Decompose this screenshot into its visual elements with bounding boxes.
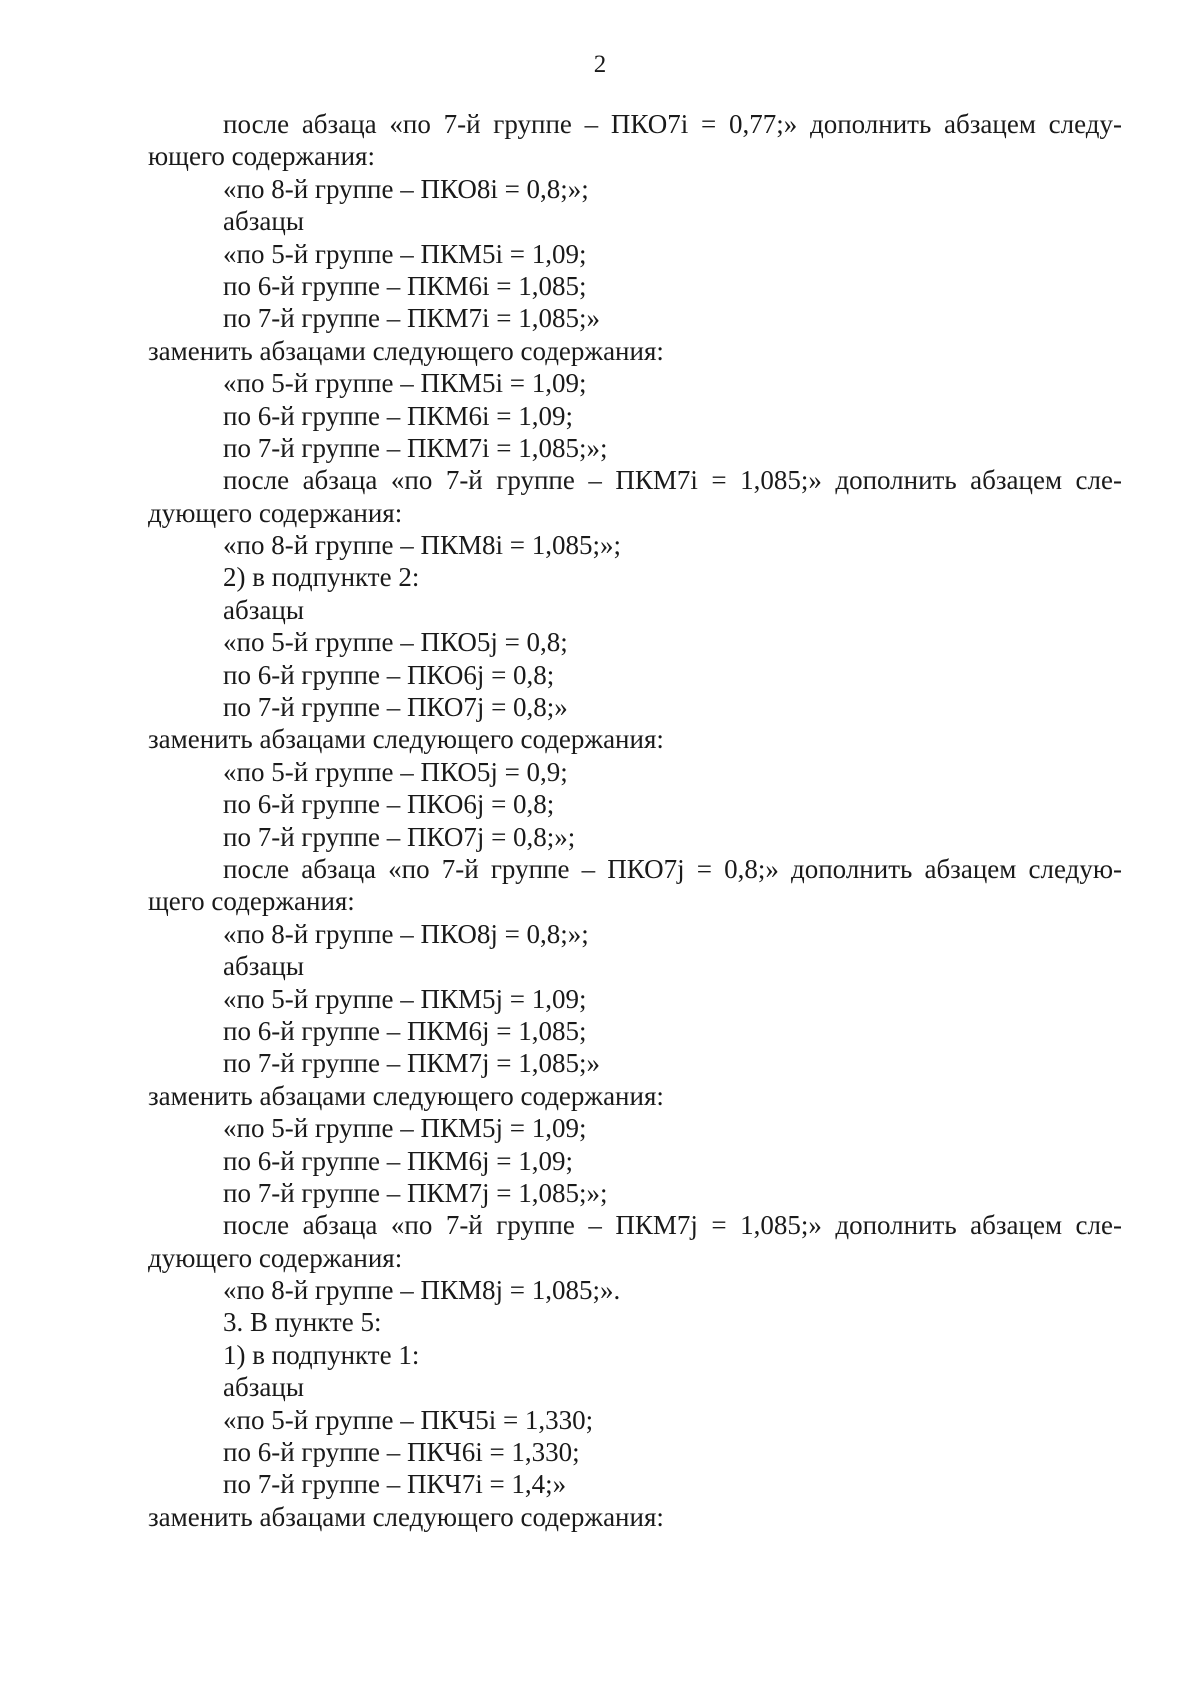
text-line: по 6-й группе – ПКЧ6i = 1,330;	[223, 1437, 580, 1468]
text-line: «по 8-й группе – ПКО8j = 0,8;»;	[223, 918, 589, 949]
text-line: «по 8-й группе – ПКМ8i = 1,085;»;	[223, 530, 621, 561]
text-line: «по 5-й группе – ПКМ5j = 1,09;	[223, 1113, 587, 1144]
text-line: 1) в подпункте 1:	[223, 1339, 420, 1370]
text-line: дующего содержания:	[148, 1242, 403, 1273]
text-line: «по 5-й группе – ПКМ5i = 1,09;	[223, 238, 587, 269]
text-line: «по 8-й группе – ПКМ8j = 1,085;».	[223, 1275, 621, 1306]
text-line: абзацы	[223, 206, 304, 237]
text-line: заменить абзацами следующего содержания:	[148, 724, 664, 755]
text-line: «по 8-й группе – ПКО8i = 0,8;»;	[223, 173, 589, 204]
text-line: дующего содержания:	[148, 497, 403, 528]
text-line: «по 5-й группе – ПКЧ5i = 1,330;	[223, 1404, 594, 1435]
text-line: по 7-й группе – ПКЧ7i = 1,4;»	[223, 1469, 567, 1500]
page-number: 2	[593, 51, 607, 78]
text-line: после абзаца «по 7-й группе – ПКМ7i = 1,085;» дополнить абзацем сле-	[223, 465, 1122, 496]
text-line: после абзаца «по 7-й группе – ПКО7j = 0,8;» дополнить абзацем следую-	[223, 853, 1122, 884]
text-line: по 7-й группе – ПКМ7j = 1,085;»;	[223, 1177, 608, 1208]
text-line: по 7-й группе – ПКМ7j = 1,085;»	[223, 1048, 600, 1079]
text-line: по 6-й группе – ПКО6j = 0,8;	[223, 789, 555, 820]
text-line: по 7-й группе – ПКО7j = 0,8;»;	[223, 821, 576, 852]
text-line: по 7-й группе – ПКО7j = 0,8;»	[223, 692, 568, 723]
text-line: ющего содержания:	[148, 141, 375, 172]
text-line: по 6-й группе – ПКО6j = 0,8;	[223, 659, 555, 690]
text-line: по 6-й группе – ПКМ6j = 1,085;	[223, 1015, 587, 1046]
text-line: по 7-й группе – ПКМ7i = 1,085;»;	[223, 432, 608, 463]
text-line: по 6-й группе – ПКМ6i = 1,09;	[223, 400, 573, 431]
text-line: 3. В пункте 5:	[223, 1307, 382, 1338]
text-line: «по 5-й группе – ПКМ5j = 1,09;	[223, 983, 587, 1014]
text-line: заменить абзацами следующего содержания:	[148, 335, 664, 366]
text-line: заменить абзацами следующего содержания:	[148, 1501, 664, 1532]
text-line: «по 5-й группе – ПКО5j = 0,8;	[223, 627, 568, 658]
text-line: по 6-й группе – ПКМ6j = 1,09;	[223, 1145, 573, 1176]
text-line: по 7-й группе – ПКМ7i = 1,085;»	[223, 303, 600, 334]
text-line: заменить абзацами следующего содержания:	[148, 1080, 664, 1111]
text-line: «по 5-й группе – ПКМ5i = 1,09;	[223, 368, 587, 399]
text-line: «по 5-й группе – ПКО5j = 0,9;	[223, 756, 568, 787]
text-line: абзацы	[223, 951, 304, 982]
text-line: после абзаца «по 7-й группе – ПКО7i = 0,77;» дополнить абзацем следу-	[223, 109, 1122, 139]
text-line: 2) в подпункте 2:	[223, 562, 420, 593]
text-line: абзацы	[223, 1372, 304, 1403]
document-body	[148, 108, 1122, 1533]
text-line: после абзаца «по 7-й группе – ПКМ7j = 1,085;» дополнить абзацем сле-	[223, 1210, 1122, 1241]
text-line: по 6-й группе – ПКМ6i = 1,085;	[223, 270, 587, 301]
text-line: абзацы	[223, 594, 304, 625]
text-line: щего содержания:	[148, 886, 355, 917]
